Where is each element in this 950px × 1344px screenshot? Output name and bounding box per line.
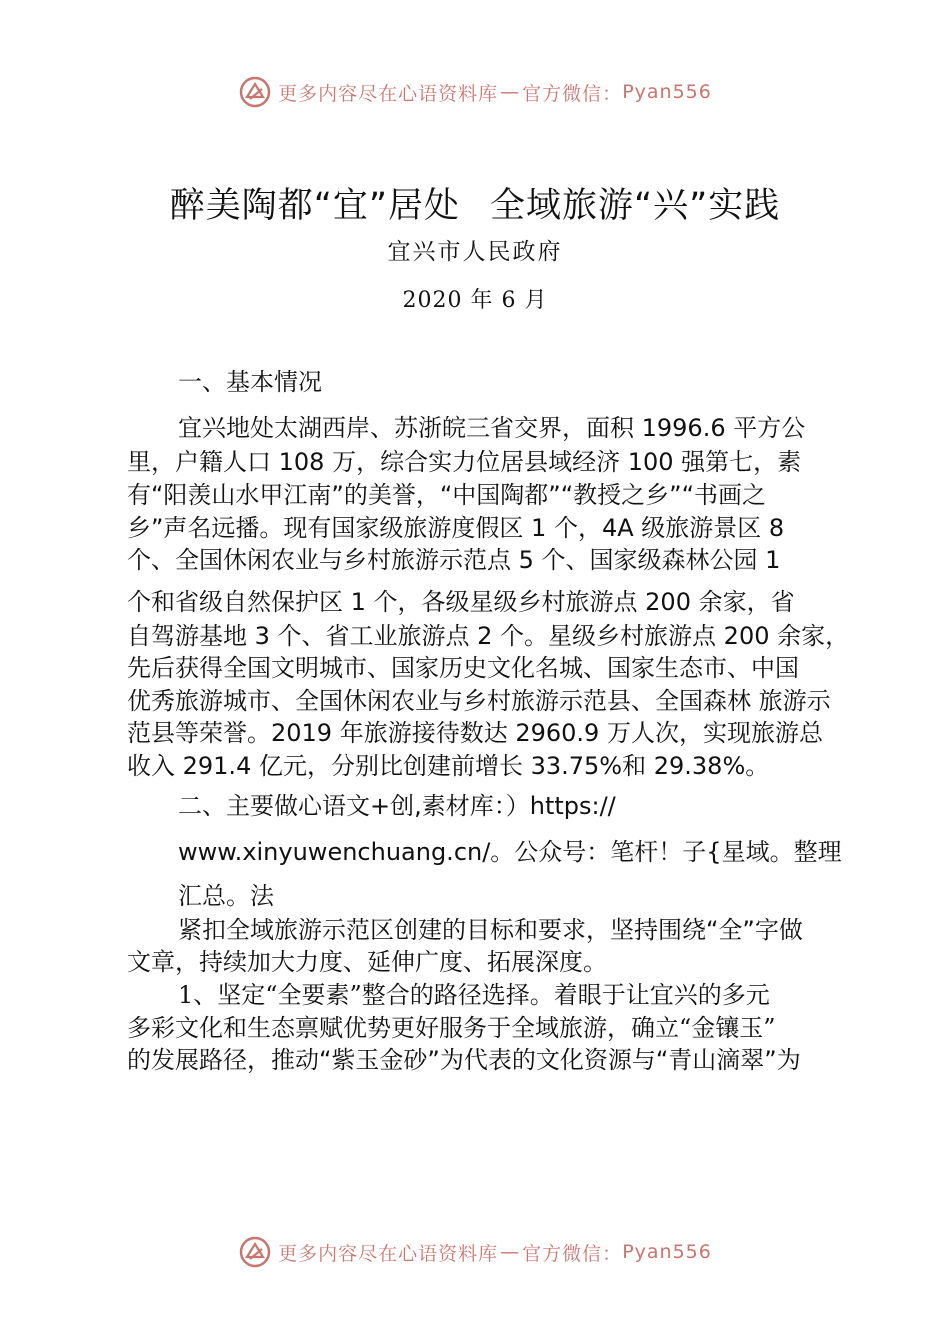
body-line: 宜兴地处太湖西岸、苏浙皖三省交界，面积 1996.6 平方公 — [178, 414, 806, 442]
body-line: 紧扣全域旅游示范区创建的目标和要求，坚持围绕“全”字做 — [178, 916, 803, 944]
watermark-separator: — — [500, 81, 521, 103]
logo-icon — [238, 1235, 272, 1269]
watermark-footer — [0, 1232, 950, 1272]
section-heading-1: 一、基本情况 — [178, 368, 322, 396]
body-line: www.xinyuwenchuang.cn/。公众号：笔杆！子{星域。整理 — [178, 838, 842, 866]
watermark-separator: — — [500, 1241, 521, 1263]
watermark-wechat-label: 官方微信： — [522, 1242, 623, 1265]
body-line: 汇总。法 — [178, 882, 274, 910]
body-line: 1、坚定“全要素”整合的路径选择。着眼于让宜兴的多元 — [178, 981, 770, 1009]
body-line: 自驾游基地 3 个、省工业旅游点 2 个。星级乡村旅游点 200 余家， — [127, 622, 850, 650]
body-line: 先后获得全国文明城市、国家历史文化名城、国家生态市、中国 — [127, 654, 799, 682]
body-line: 范县等荣誉。2019 年旅游接待数达 2960.9 万人次，实现旅游总 — [127, 719, 823, 747]
body-line: 里，户籍人口 108 万，综合实力位居县域经济 100 强第七，素 — [127, 448, 802, 476]
body-line: 的发展路径，推动“紫玉金砂”为代表的文化资源与“青山滴翠”为 — [127, 1046, 801, 1074]
watermark-wechat-label: 官方微信： — [522, 82, 623, 105]
document-title — [0, 178, 950, 228]
watermark-wechat-id: Pyan556 — [622, 81, 712, 103]
body-line: 个和省级自然保护区 1 个，各级星级乡村旅游点 200 余家，省 — [127, 588, 795, 616]
title-part-1: 醉美陶都“宜”居处 — [169, 186, 460, 226]
body-line: 有“阳羡山水甲江南”的美誉，“中国陶都”“教授之乡”“书画之 — [127, 481, 767, 509]
watermark-wechat-id: Pyan556 — [622, 1241, 712, 1263]
document-org: 宜兴市人民政府 — [387, 239, 563, 265]
body-line: 个、全国休闲农业与乡村旅游示范点 5 个、国家级森林公园 1 — [127, 546, 781, 574]
watermark-text: 更多内容尽在心语资料库 — [278, 82, 499, 105]
watermark-text: 更多内容尽在心语资料库 — [278, 1242, 499, 1265]
section-heading-2: 二、主要做心语文+创,素材库：）https:// — [178, 792, 616, 820]
title-part-2: 全域旅游“兴”实践 — [490, 186, 781, 226]
body-line: 优秀旅游城市、全国休闲农业与乡村旅游示范县、全国森林 旅游示 — [127, 687, 831, 715]
body-line: 收入 291.4 亿元，分别比创建前增长 33.75%和 29.38%。 — [127, 752, 770, 780]
body-line: 乡”声名远播。现有国家级旅游度假区 1 个，4A 级旅游景区 8 — [127, 514, 785, 542]
body-line: 多彩文化和生态禀赋优势更好服务于全域旅游，确立“金镶玉” — [127, 1014, 776, 1042]
body-line: 文章，持续加大力度、延伸广度、拓展深度。 — [127, 948, 607, 976]
logo-icon — [238, 75, 272, 109]
watermark-header — [0, 72, 950, 112]
document-date: 2020 年 6 月 — [402, 288, 548, 313]
